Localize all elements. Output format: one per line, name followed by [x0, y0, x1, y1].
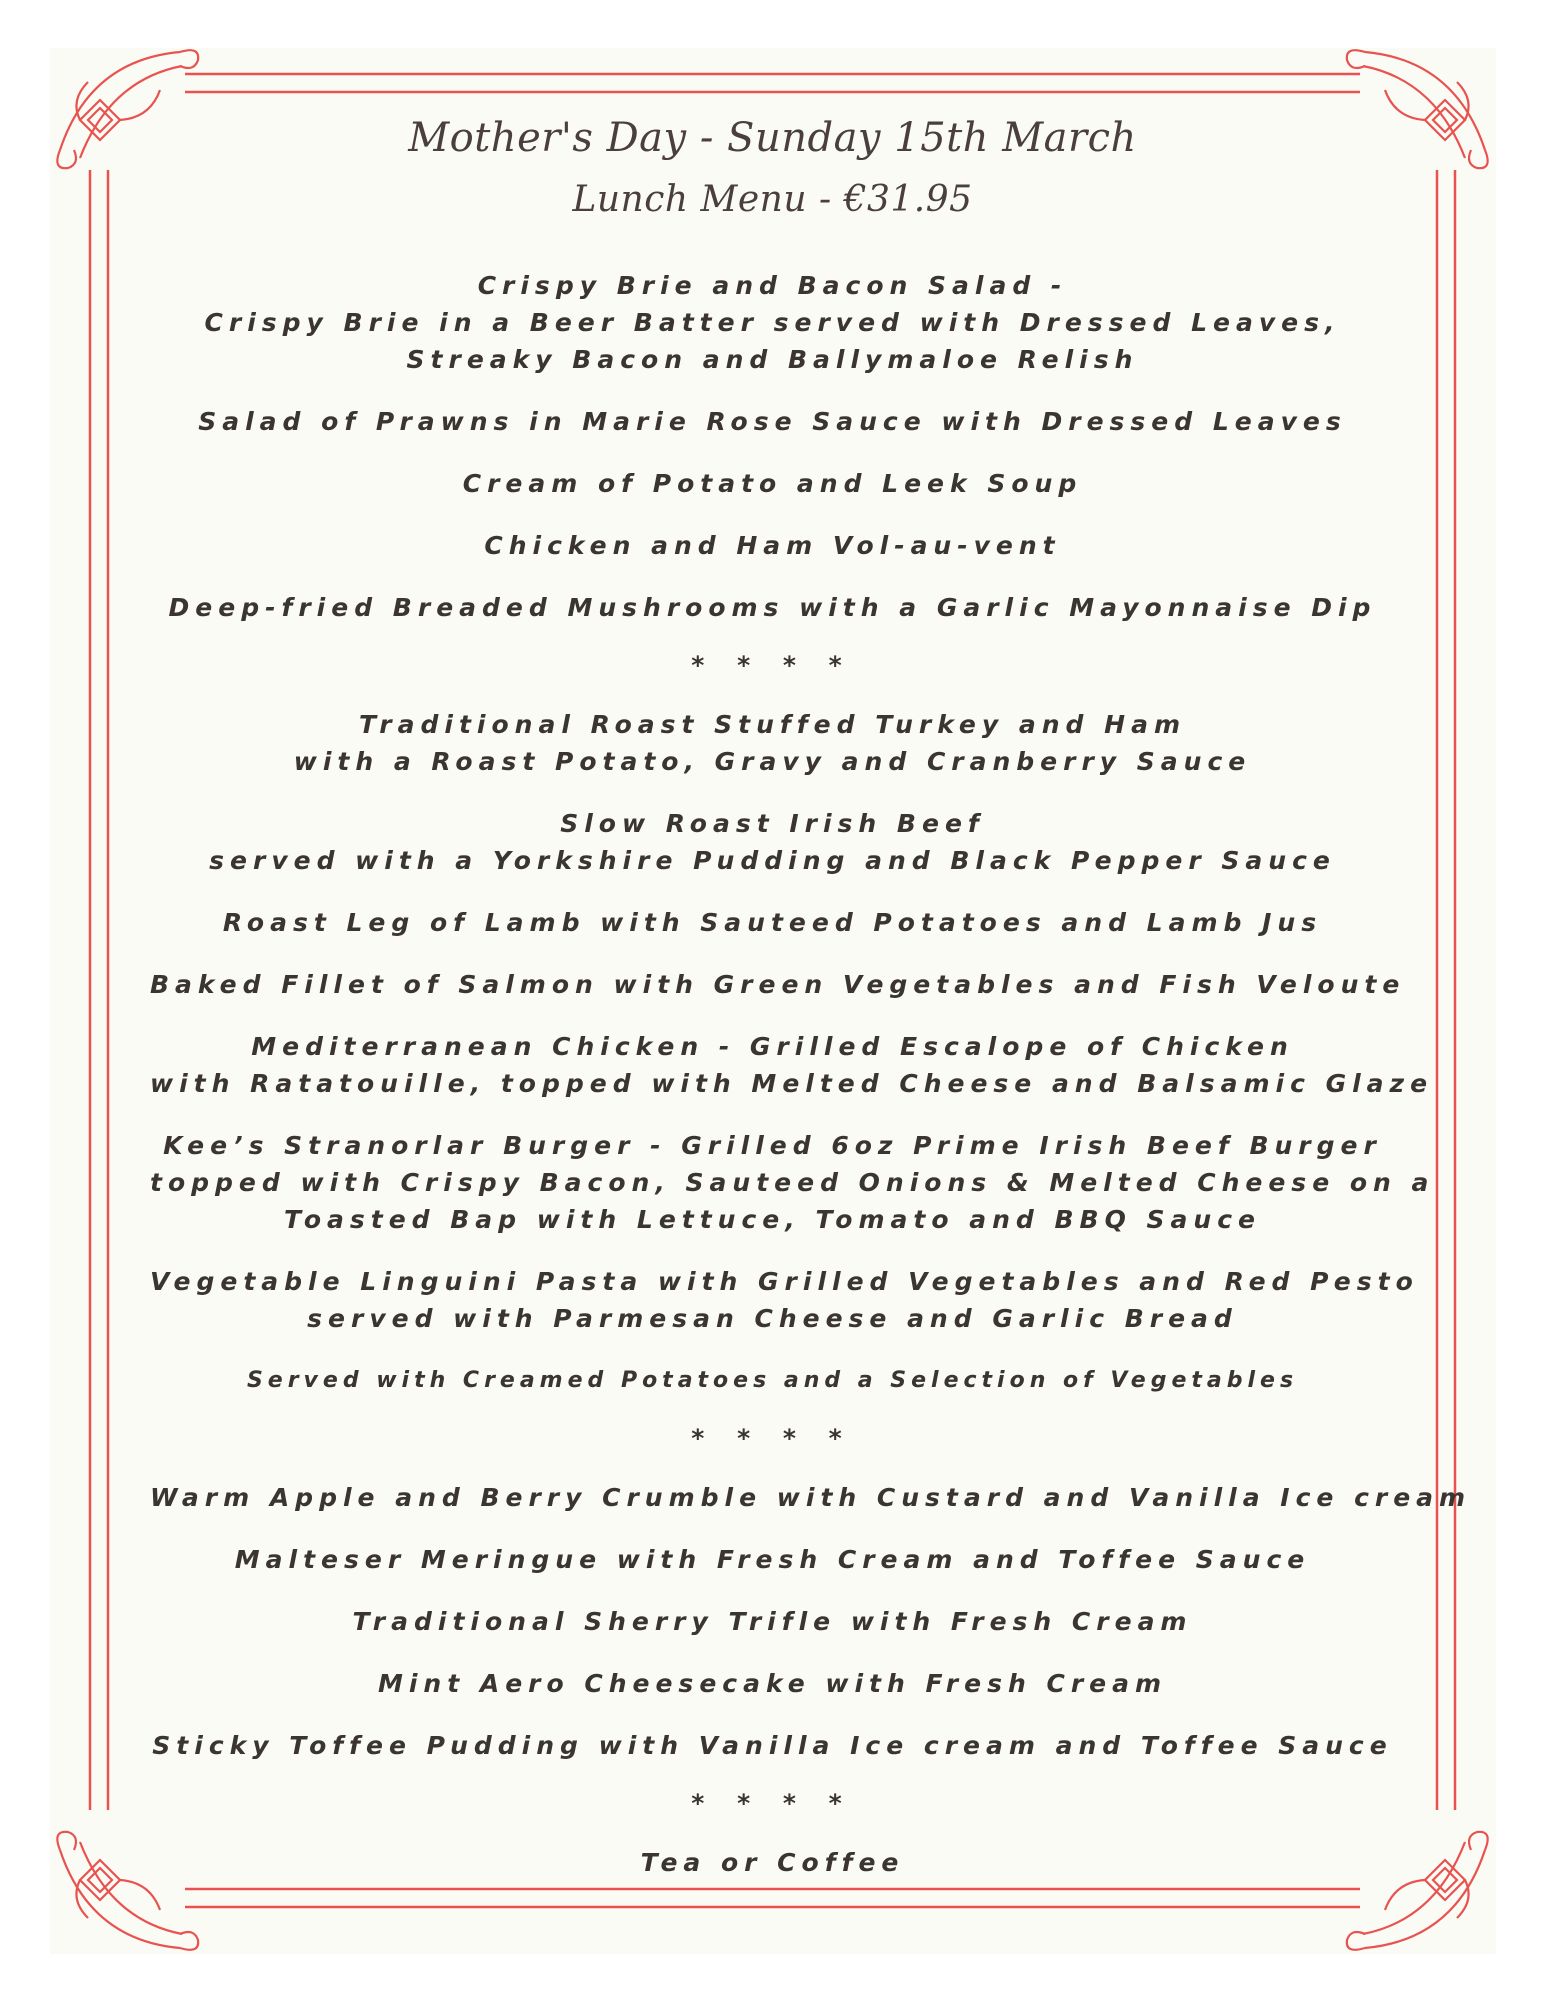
- main-item-line: Baked Fillet of Salmon with Green Vegetables and Fish Veloute: [150, 970, 1406, 999]
- dessert-item-line: Mint Aero Cheesecake with Fresh Cream: [377, 1669, 1168, 1698]
- dessert-item: [150, 1665, 1395, 1702]
- starter-item-line: Cream of Potato and Leek Soup: [462, 469, 1083, 498]
- main-item: [150, 1127, 1435, 1238]
- finale-item: [150, 1844, 1395, 1881]
- main-item: [150, 904, 1395, 941]
- mains-note: [150, 1362, 1395, 1399]
- main-item-line: with Ratatouille, topped with Melted Cheese and Balsamic Glaze: [150, 1069, 1434, 1098]
- main-item: [150, 966, 1406, 1003]
- starter-item-line: Deep-fried Breaded Mushrooms with a Garlic Mayonnaise Dip: [168, 593, 1377, 622]
- main-item-line: Traditional Roast Stuffed Turkey and Ham: [358, 710, 1186, 739]
- menu-title: Mother's Day - Sunday 15th March: [408, 115, 1137, 161]
- finale-item-line: Tea or Coffee: [640, 1848, 905, 1877]
- main-item-line: topped with Crispy Bacon, Sauteed Onions & Melted Cheese on a: [150, 1168, 1435, 1197]
- dessert-item-line: Warm Apple and Berry Crumble with Custard and Vanilla Ice cream: [150, 1483, 1472, 1512]
- dessert-item: [150, 1727, 1395, 1764]
- menu-subtitle: Lunch Menu - €31.95: [572, 179, 973, 220]
- main-item-line: Kee’s Stranorlar Burger - Grilled 6oz Prime Irish Beef Burger: [163, 1131, 1382, 1160]
- main-item-line: Toasted Bap with Lettuce, Tomato and BBQ Sauce: [283, 1205, 1261, 1234]
- lunch-menu: [150, 108, 1472, 1906]
- menu-items: [150, 267, 1472, 1881]
- main-item-line: served with Parmesan Cheese and Garlic Bread: [307, 1304, 1238, 1333]
- main-item-line: served with a Yorkshire Pudding and Black Pepper Sauce: [209, 846, 1336, 875]
- starter-item: [150, 267, 1395, 378]
- starter-item: [150, 465, 1395, 502]
- starter-item-line: Salad of Prawns in Marie Rose Sauce with Dressed Leaves: [198, 407, 1347, 436]
- dessert-item: [150, 1603, 1395, 1640]
- course-separator-2: * * * *: [691, 1424, 854, 1453]
- starter-item-line: Crispy Brie and Bacon Salad -: [477, 271, 1068, 300]
- dessert-item: [150, 1541, 1395, 1578]
- starter-item: [150, 403, 1395, 440]
- mains-note-line: Served with Creamed Potatoes and a Selection of Vegetables: [246, 1368, 1299, 1393]
- course-separator-3: * * * *: [691, 1789, 854, 1818]
- main-item-line: Roast Leg of Lamb with Sauteed Potatoes and Lamb Jus: [222, 908, 1323, 937]
- dessert-item-line: Sticky Toffee Pudding with Vanilla Ice cream and Toffee Sauce: [152, 1731, 1393, 1760]
- starter-item: [150, 527, 1395, 564]
- main-item-line: Vegetable Linguini Pasta with Grilled Vegetables and Red Pesto: [150, 1267, 1419, 1296]
- dessert-item-line: Malteser Meringue with Fresh Cream and Toffee Sauce: [234, 1545, 1311, 1574]
- dessert-item: [150, 1479, 1472, 1516]
- starter-item-line: Crispy Brie in a Beer Batter served with Dressed Leaves,: [204, 308, 1341, 337]
- main-item: [150, 706, 1395, 780]
- main-item: [150, 805, 1395, 879]
- starter-item: [150, 589, 1395, 626]
- starter-item-line: Streaky Bacon and Ballymaloe Relish: [406, 345, 1139, 374]
- course-separator-1: * * * *: [691, 651, 854, 680]
- main-item-line: Slow Roast Irish Beef: [560, 809, 985, 838]
- dessert-item-line: Traditional Sherry Trifle with Fresh Cream: [352, 1607, 1193, 1636]
- main-item-line: with a Roast Potato, Gravy and Cranberry Sauce: [293, 747, 1252, 776]
- main-item-line: Mediterranean Chicken - Grilled Escalope of Chicken: [251, 1032, 1294, 1061]
- main-item: [150, 1263, 1419, 1337]
- starter-item-line: Chicken and Ham Vol-au-vent: [484, 531, 1061, 560]
- main-item: [150, 1028, 1434, 1102]
